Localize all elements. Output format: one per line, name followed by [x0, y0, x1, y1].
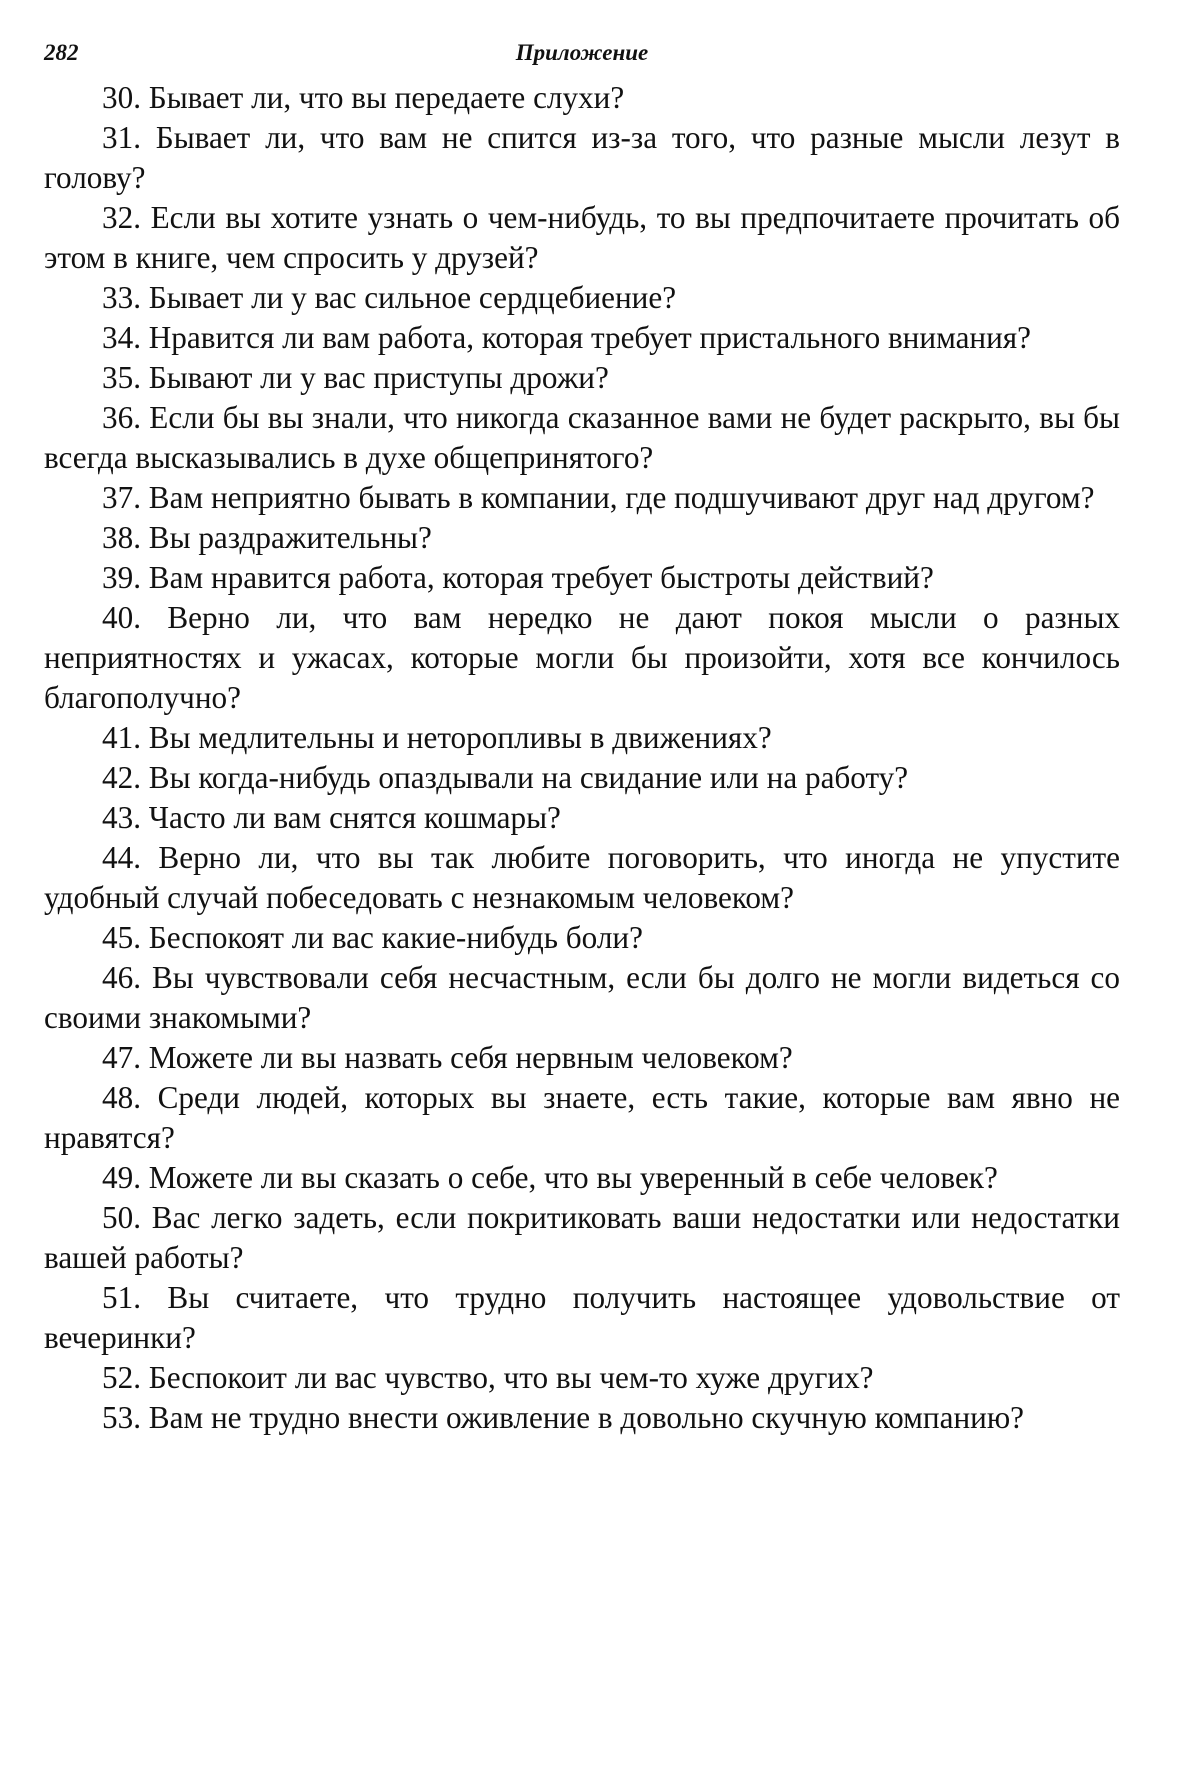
question-item: 49. Можете ли вы сказать о себе, что вы уверенный в себе человек?	[44, 1158, 1120, 1198]
question-item: 32. Если вы хотите узнать о чем-нибудь, то вы предпочитаете прочитать об этом в книге, чем спросить у друзей?	[44, 198, 1120, 278]
running-head	[44, 30, 1120, 78]
question-item: 30. Бывает ли, что вы передаете слухи?	[44, 78, 1120, 118]
question-item: 52. Беспокоит ли вас чувство, что вы чем-то хуже других?	[44, 1358, 1120, 1398]
question-item: 36. Если бы вы знали, что никогда сказанное вами не будет раскрыто, вы бы всегда высказывались в духе общепринятого?	[44, 398, 1120, 478]
question-item: 51. Вы считаете, что трудно получить настоящее удовольствие от вечеринки?	[44, 1278, 1120, 1358]
question-item: 43. Часто ли вам снятся кошмары?	[44, 798, 1120, 838]
question-item: 39. Вам нравится работа, которая требует быстроты действий?	[44, 558, 1120, 598]
question-item: 31. Бывает ли, что вам не спится из-за того, что разные мысли лезут в голову?	[44, 118, 1120, 198]
question-item: 45. Беспокоят ли вас какие-нибудь боли?	[44, 918, 1120, 958]
section-title: Приложение	[44, 40, 1120, 66]
question-item: 40. Верно ли, что вам нередко не дают покоя мысли о разных неприятностях и ужасах, которые могли бы произойти, хотя все кончилось благополучно?	[44, 598, 1120, 718]
question-item: 50. Вас легко задеть, если покритиковать ваши недостатки или недостатки вашей работы?	[44, 1198, 1120, 1278]
question-item: 34. Нравится ли вам работа, которая требует пристального внимания?	[44, 318, 1120, 358]
question-item: 42. Вы когда-нибудь опаздывали на свидание или на работу?	[44, 758, 1120, 798]
question-item: 35. Бывают ли у вас приступы дрожи?	[44, 358, 1120, 398]
question-item: 44. Верно ли, что вы так любите поговорить, что иногда не упустите удобный случай побеседовать с незнакомым человеком?	[44, 838, 1120, 918]
question-item: 38. Вы раздражительны?	[44, 518, 1120, 558]
question-item: 47. Можете ли вы назвать себя нервным человеком?	[44, 1038, 1120, 1078]
page-number: 282	[44, 40, 79, 66]
question-list	[44, 78, 1120, 1438]
question-item: 33. Бывает ли у вас сильное сердцебиение?	[44, 278, 1120, 318]
question-item: 53. Вам не трудно внести оживление в довольно скучную компанию?	[44, 1398, 1120, 1438]
question-item: 48. Среди людей, которых вы знаете, есть такие, которые вам явно не нравятся?	[44, 1078, 1120, 1158]
question-item: 37. Вам неприятно бывать в компании, где подшучивают друг над другом?	[44, 478, 1120, 518]
book-page	[44, 30, 1120, 1438]
question-item: 41. Вы медлительны и неторопливы в движениях?	[44, 718, 1120, 758]
question-item: 46. Вы чувствовали себя несчастным, если бы долго не могли видеться со своими знакомыми?	[44, 958, 1120, 1038]
